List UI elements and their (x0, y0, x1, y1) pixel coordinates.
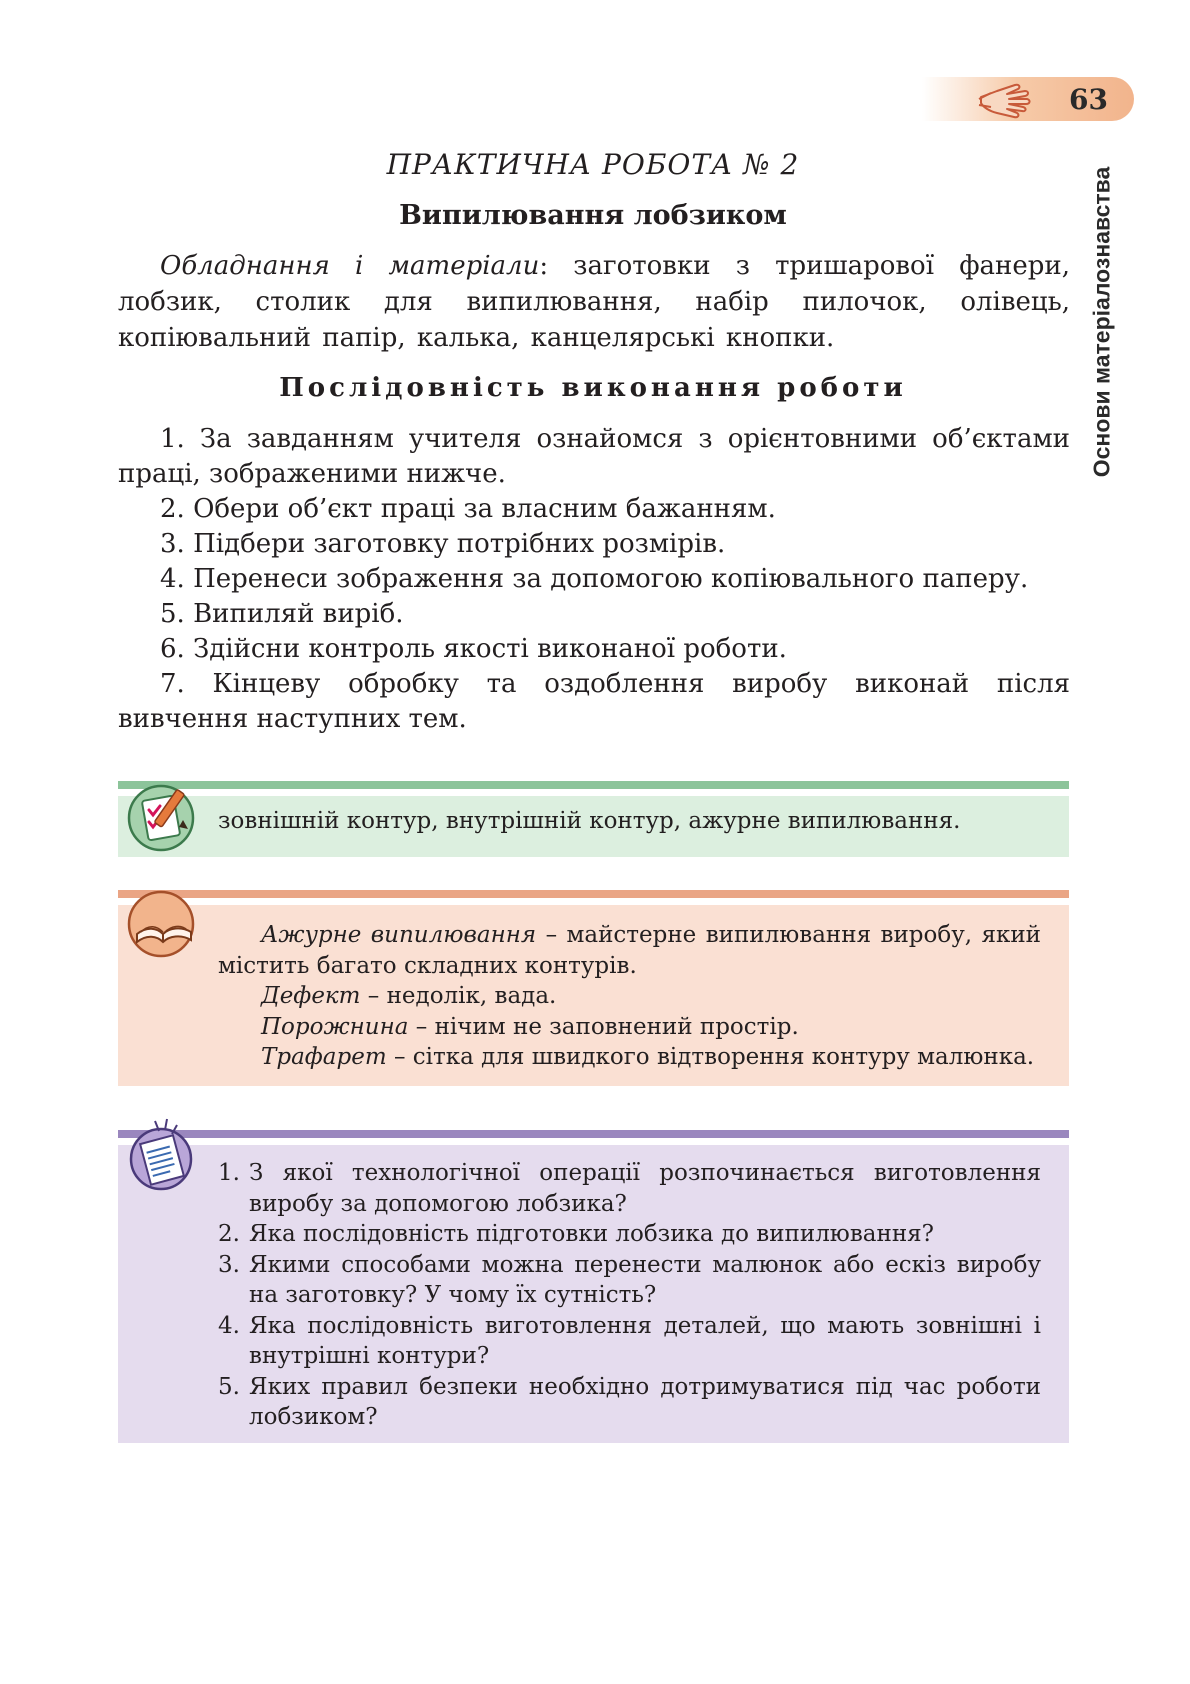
question-text: Якими способами можна перенести малюнок або ескіз виробу на заготовку? У чому їх сутність? (249, 1251, 1041, 1308)
definition-term: Дефект (261, 983, 361, 1009)
question-item (218, 1219, 1041, 1250)
definition-item (218, 920, 1041, 981)
definition-item (218, 1042, 1041, 1073)
key-terms-text: зовнішній контур, внутрішній контур, ажурне випилювання. (218, 808, 961, 834)
question-text: Яка послідовність підготовки лобзика до випилювання? (249, 1221, 934, 1247)
question-item (218, 1372, 1041, 1433)
step-item: 6. Здійсни контроль якості виконаної роботи. (160, 634, 787, 664)
side-label-text: Основи матеріалознавства (1088, 166, 1115, 478)
hand-cursor-icon (977, 77, 1039, 121)
question-text: З якої технологічної операції розпочинається виготовлення виробу за допомогою лобзика? (249, 1160, 1041, 1217)
step-item: 3. Підбери заготовку потрібних розмірів. (160, 529, 726, 559)
questions-box (118, 1130, 1069, 1443)
question-item (218, 1311, 1041, 1372)
definition-term: Порожнина (261, 1013, 409, 1040)
definition-text: – сітка для швидкого відтворення контуру малюнка. (386, 1044, 1035, 1070)
question-item (218, 1250, 1041, 1311)
definition-text: – майстерне випилювання виробу, який містить багато складних контурів. (218, 922, 1042, 979)
question-number: 3. (218, 1251, 240, 1278)
practical-work-subtitle: Випилювання лобзиком (399, 200, 787, 231)
sequence-steps (118, 422, 1070, 737)
equipment-text: : заготовки з тришарової фанери, лобзик, столик для випилювання, набір пилочок, олівець, копіювальний папір, калька, канцелярські кнопки. (118, 251, 1070, 353)
equipment-label: Обладнання і матеріали (160, 251, 540, 281)
question-text: Яка послідовність виготовлення деталей, що мають зовнішні і внутрішні контури? (249, 1312, 1041, 1369)
step-item: 7. Кінцеву обробку та оздоблення виробу виконай після вивчення наступних тем. (118, 669, 1070, 734)
question-number: 4. (218, 1312, 240, 1339)
question-number: 2. (218, 1221, 240, 1247)
question-text: Яких правил безпеки необхідно дотримуватися під час роботи лобзиком? (249, 1373, 1041, 1430)
step-item: 2. Обери об’єкт праці за власним бажанням. (160, 494, 776, 524)
questions-list (218, 1158, 1041, 1433)
definition-item (218, 981, 1041, 1012)
step-item: 4. Перенеси зображення за допомогою копіювального паперу. (160, 564, 1029, 594)
checklist-pencil-icon (125, 778, 201, 854)
definition-term: Трафарет (261, 1044, 387, 1070)
question-item (218, 1158, 1041, 1219)
definitions-list (218, 920, 1041, 1073)
practical-work-title: ПРАКТИЧНА РОБОТА № 2 (386, 148, 800, 181)
question-number: 5. (218, 1373, 240, 1400)
section-side-label (1082, 152, 1122, 492)
definition-item (218, 1012, 1041, 1043)
key-terms-box (118, 781, 1069, 857)
definition-term: Ажурне випилювання (261, 922, 537, 948)
definition-text: – нічим не заповнений простір. (408, 1013, 799, 1040)
definitions-box (118, 890, 1069, 1086)
open-book-icon (125, 884, 201, 960)
step-item: 1. За завданням учителя ознайомся з орієнтовними об’єктами праці, зображеними нижче. (118, 424, 1070, 489)
test-sheet-icon (125, 1115, 201, 1191)
page-number-badge (922, 77, 1134, 121)
question-number: 1. (218, 1160, 240, 1186)
page-number: 63 (1069, 83, 1108, 116)
step-item: 5. Випиляй виріб. (160, 599, 404, 629)
definition-text: – недолік, вада. (360, 983, 557, 1009)
equipment-paragraph (118, 248, 1070, 356)
questions-bar (118, 1130, 1069, 1138)
sequence-title: Послідовність виконання роботи (279, 373, 907, 403)
key-terms-bar (118, 781, 1069, 789)
definitions-bar (118, 890, 1069, 898)
